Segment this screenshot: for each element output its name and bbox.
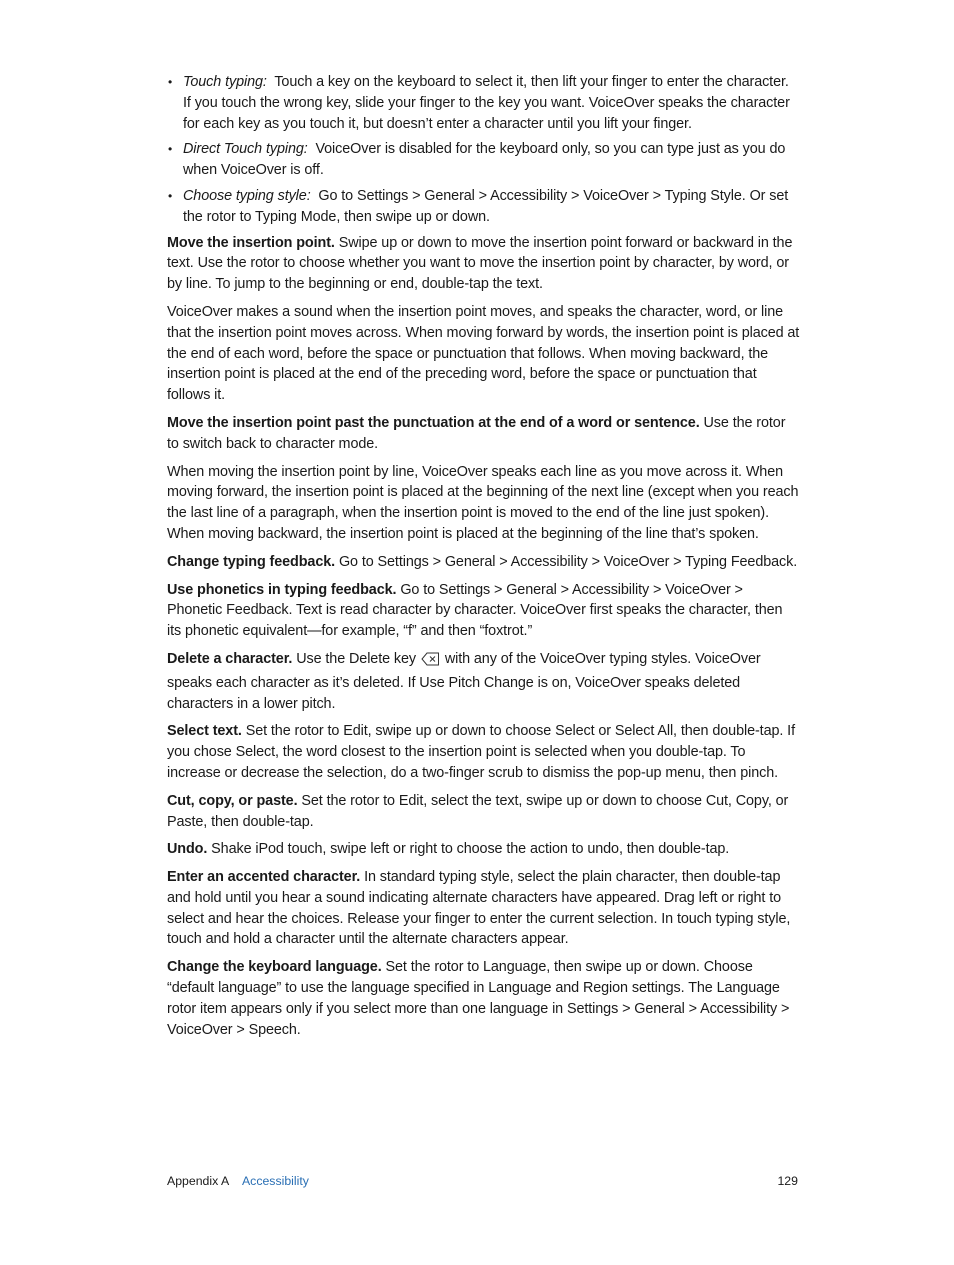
paragraph-move-insertion [167,233,800,295]
paragraph-title: Delete a character. [167,650,293,667]
list-item [167,186,800,228]
paragraph-text: Go to Settings > General > Accessibility > VoiceOver > Phonetic Feedback. Text is read character by character. VoiceOver first speaks the character, then its phonetic equivalent—for example, “f” and then “foxtrot.” [167,581,783,640]
page-content [167,72,800,1047]
paragraph-keyboard-language [167,957,800,1040]
page-number: 129 [777,1174,798,1188]
paragraph-title: Undo. [167,841,208,858]
paragraph-text: Shake iPod touch, swipe left or right to choose the action to undo, then double-tap. [211,841,730,858]
paragraph-moving-by-line: When moving the insertion point by line, VoiceOver speaks each line as you move across it. When moving forward, the insertion point is placed at the beginning of the next line (except when you reach the last line of a paragraph, when the insertion point is moved to the end of the line just spoken). When moving backward, the insertion point is placed at the beginning of the line that’s spoken. [167,463,799,542]
paragraph-title: Cut, copy, or paste. [167,792,298,809]
list-item-lead: Direct Touch typing: [183,141,308,158]
footer-appendix-label: Appendix A [167,1174,229,1188]
paragraph-title: Enter an accented character. [167,869,361,886]
paragraph-text: Set the rotor to Edit, swipe up or down to choose Select or Select All, then double-tap. If you chose Select, the word closest to the insertion point is selected when you double-tap. To increase or decrease the selection, do a two-finger scrub to dismiss the pop-up menu, then pinch. [167,723,795,781]
list-item-lead: Choose typing style: [183,187,311,204]
paragraph-text: In standard typing style, select the plain character, then double-tap and hold until you hear a sound indicating alternate characters have appeared. Drag left or right to select and hear the choices. Release your finger to enter the current selection. In touch typing style, touch and hold a character until the alternate characters appear. [167,869,791,948]
list-item-text: Go to Settings > General > Accessibility > VoiceOver > Typing Style. Or set the rotor to Typing Mode, then swipe up or down. [183,187,789,225]
paragraph-text: Use the Delete key [296,650,416,667]
paragraph-cut-copy-paste [167,791,800,833]
typing-style-list [167,72,800,228]
paragraph-text: Go to Settings > General > Accessibility > VoiceOver > Typing Feedback. [338,553,798,570]
footer-section-link[interactable]: Accessibility [241,1174,309,1188]
paragraph-title: Change the keyboard language. [167,959,382,976]
paragraph-title: Move the insertion point past the punctuation at the end of a word or sentence. [167,414,700,431]
delete-key-icon [421,652,440,673]
list-item [167,72,800,134]
page-footer [167,1172,798,1190]
paragraph-phonetics [167,580,800,642]
paragraph-delete-character [167,649,800,714]
list-item [167,139,800,181]
paragraph-text: Use the rotor to switch back to character mode. [167,414,786,452]
paragraph-accented-character [167,867,800,950]
paragraph-title: Move the insertion point. [167,234,335,251]
paragraph-text: Set the rotor to Edit, select the text, swipe up or down to choose Cut, Copy, or Paste, then double-tap. [167,792,789,830]
paragraph-voiceover-sound: VoiceOver makes a sound when the insertion point moves, and speaks the character, word, or line that the insertion point moves across. When moving forward by words, the insertion point is placed at the end of each word, before the space or punctuation that follows. When moving backward, the insertion point is placed at the end of the preceding word, before the space or punctuation that follows it. [167,303,800,404]
paragraph-text: Set the rotor to Language, then swipe up or down. Choose “default language” to use the language specified in Language and Region settings. The Language rotor item appears only if you select more than one language in Settings > General > Accessibility > VoiceOver > Speech. [167,959,790,1038]
paragraph-title: Select text. [167,723,242,740]
paragraph-select-text [167,721,800,783]
paragraph-text: Swipe up or down to move the insertion point forward or backward in the text. Use the rotor to choose whether you want to move the insertion point by character, by word, or by line. To jump to the beginning or end, double-tap the text. [167,234,793,293]
paragraph-title: Use phonetics in typing feedback. [167,581,397,598]
paragraph-typing-feedback [167,552,800,573]
paragraph-title: Change typing feedback. [167,553,336,570]
paragraph-undo [167,839,800,860]
list-item-lead: Touch typing: [183,74,267,90]
paragraph-move-past-punctuation [167,413,800,455]
list-item-text: Touch a key on the keyboard to select it, then lift your finger to enter the character. If you touch the wrong key, slide your finger to the key you want. VoiceOver speaks the character for each key as you touch it, but doesn’t enter a character until you lift your finger. [183,74,790,132]
list-item-text: VoiceOver is disabled for the keyboard only, so you can type just as you do when VoiceOver is off. [183,141,786,179]
paragraph-text: with any of the VoiceOver typing styles. VoiceOver speaks each character as it’s deleted. If Use Pitch Change is on, VoiceOver speaks deleted characters in a lower pitch. [167,650,761,712]
